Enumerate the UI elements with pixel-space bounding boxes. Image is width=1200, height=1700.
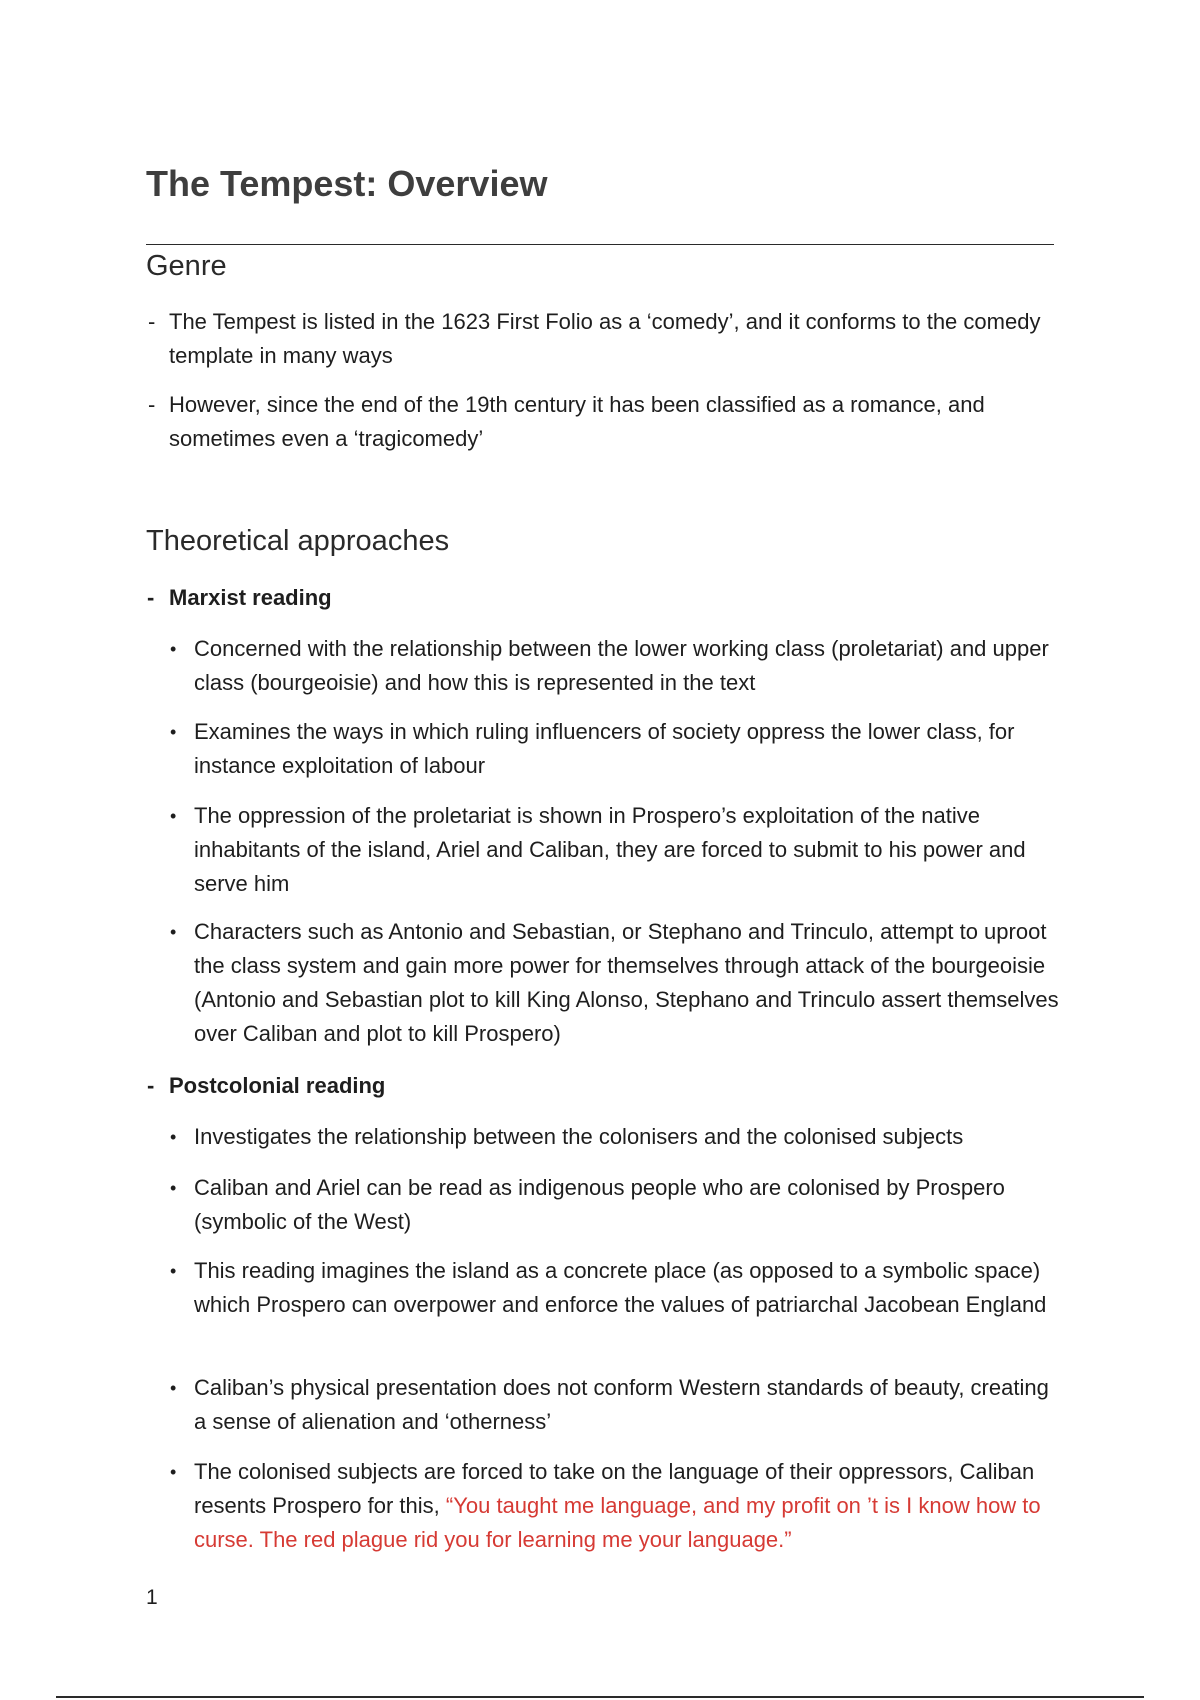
- postcolonial-point: [170, 1120, 1064, 1154]
- genre-item: [148, 305, 1059, 373]
- bullet-marker: •: [170, 806, 177, 826]
- marxist-point: [170, 715, 1064, 783]
- postcolonial-point-text: Investigates the relationship between the colonisers and the colonised subjects: [194, 1124, 964, 1149]
- page-number: 1: [146, 1586, 158, 1609]
- marxist-point-text: Characters such as Antonio and Sebastian, or Stephano and Trinculo, attempt to uproot the class system and gain more power for themselves through attack of the bourgeoisie (Antonio and Sebastian plot to kill King Alonso, Stephano and Trinculo assert themselves over Caliban and plot to kill Prospero): [194, 919, 1059, 1046]
- page-title: The Tempest: Overview: [146, 163, 548, 204]
- postcolonial-point: [170, 1371, 1064, 1439]
- postcolonial-point: [170, 1171, 1064, 1239]
- marxist-point-text: Examines the ways in which ruling influencers of society oppress the lower class, for instance exploitation of labour: [194, 719, 1015, 778]
- genre-item: [148, 388, 1059, 456]
- marxist-heading-text: Marxist reading: [169, 585, 332, 610]
- page-bottom-divider: [56, 1696, 1144, 1698]
- postcolonial-point-text: The colonised subjects are forced to take on the language of their oppressors, Caliban resents Prospero for this,: [194, 1459, 1035, 1518]
- bullet-marker: •: [170, 639, 177, 659]
- marxist-point-text: Concerned with the relationship between the lower working class (proletariat) and upper class (bourgeoisie) and how this is represented in the text: [194, 636, 1049, 695]
- marxist-point-text: The oppression of the proletariat is shown in Prospero’s exploitation of the native inhabitants of the island, Ariel and Caliban, they are forced to submit to his power and serve him: [194, 803, 1026, 896]
- dash-marker: -: [147, 1073, 155, 1098]
- postcolonial-point-text: Caliban and Ariel can be read as indigenous people who are colonised by Prospero (symbolic of the West): [194, 1175, 1005, 1234]
- postcolonial-heading: [147, 1069, 1059, 1103]
- bullet-marker: •: [170, 1127, 177, 1147]
- theory-heading: Theoretical approaches: [146, 525, 450, 557]
- genre-item-text: However, since the end of the 19th century it has been classified as a romance, and sometimes even a ‘tragicomedy’: [169, 392, 985, 451]
- bullet-marker: •: [170, 922, 177, 942]
- postcolonial-point-text: This reading imagines the island as a concrete place (as opposed to a symbolic space) which Prospero can overpower and enforce the values of patriarchal Jacobean England: [194, 1258, 1047, 1317]
- dash-marker: -: [148, 392, 156, 417]
- bullet-marker: •: [170, 1178, 177, 1198]
- postcolonial-point: [170, 1455, 1064, 1557]
- marxist-heading: [147, 581, 1059, 615]
- bullet-marker: •: [170, 1378, 177, 1398]
- genre-heading: Genre: [146, 250, 227, 282]
- dash-marker: -: [148, 309, 156, 334]
- dash-marker: -: [147, 585, 155, 610]
- bullet-marker: •: [170, 1261, 177, 1281]
- marxist-point: [170, 915, 1064, 1051]
- bullet-marker: •: [170, 1462, 177, 1482]
- title-divider: [146, 244, 1054, 245]
- genre-item-text: The Tempest is listed in the 1623 First Folio as a ‘comedy’, and it conforms to the comedy template in many ways: [169, 309, 1041, 368]
- postcolonial-point: [170, 1254, 1064, 1322]
- caliban-quote: “You taught me language, and my profit on ’t is I know how to curse. The red plague rid you for learning me your language.”: [194, 1493, 1041, 1552]
- marxist-point: [170, 632, 1064, 700]
- bullet-marker: •: [170, 722, 177, 742]
- postcolonial-heading-text: Postcolonial reading: [169, 1073, 386, 1098]
- marxist-point: [170, 799, 1064, 901]
- postcolonial-point-text: Caliban’s physical presentation does not conform Western standards of beauty, creating a sense of alienation and ‘otherness’: [194, 1375, 1049, 1434]
